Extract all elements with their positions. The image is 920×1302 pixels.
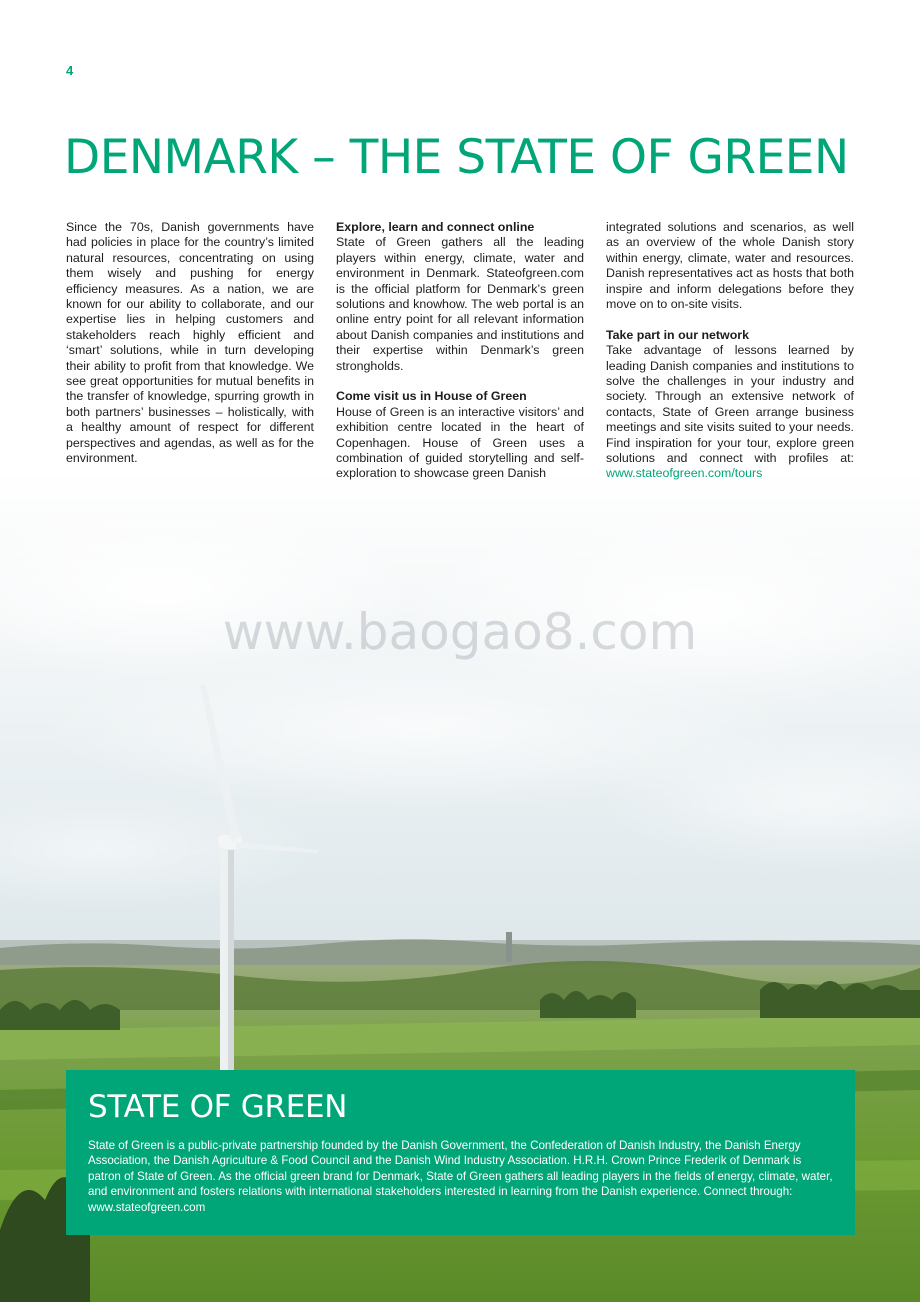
box-title: STATE OF GREEN [88,1089,348,1125]
text-column-3 [606,220,854,482]
box-text: State of Green is a public-private partnership founded by the Danish Government, the Confederation of Danish Industry, the Danish Energy Association, the Danish Agriculture & Food Council and the Danish Wind Industry Association. H.R.H. Crown Prince Frederik of Denmark is patron of State of Green. As the official green brand for Denmark, State of Green gathers all leading players in the fields of energy, climate, water, and environment and fosters relations with international stakeholders interested in learning from the Danish experience. Connect through: www.stateofgreen.com [88,1139,833,1214]
page-number: 4 [66,63,74,78]
tours-link[interactable]: www.stateofgreen.com/tours [606,466,763,481]
watermark: www.baogao8.com [222,603,698,661]
page-title: DENMARK – THE STATE OF GREEN [64,130,849,185]
network-paragraph [606,343,854,482]
house-of-green-paragraph: House of Green is an interactive visitors’ and exhibition centre located in the heart of Copenhagen. House of Green uses a combination of guided storytelling and self-exploration to showcase green Danish [336,404,584,481]
explore-paragraph: State of Green gathers all the leading players within energy, climate, water and environment in Denmark. Stateofgreen.com is the official platform for Denmark’s green solutions and knowhow. The web portal is an online entry point for all relevant information about Danish companies and institutions and their expertise within Denmark’s green strongholds. [336,235,584,373]
network-text: Take advantage of lessons learned by leading Danish companies and institutions to solve the challenges in your industry and society. Through an extensive network of contacts, State of Green arrange business meetings and site visits suited to your needs. Find inspiration for your tour, explore green solutions and connect with profiles at: [606,343,854,466]
intro-paragraph: Since the 70s, Danish governments have had policies in place for the country’s limited natural resources, concentrating on using them wisely and pushing for energy efficiency measures. As a nation, we are known for our ability to collaborate, and our expertise lies in helping customers and stakeholders reach highly efficient and ‘smart’ solutions, while in turn developing their ability to profit from that knowledge. We see great opportunities for mutual benefits in the transfer of knowledge, spurring growth in both partners’ businesses – holistically, with a healthy amount of respect for different perspectives and agendas, as well as for the environment. [66,220,314,466]
state-of-green-box [66,1070,855,1235]
house-of-green-continued: integrated solutions and scenarios, as well as an overview of the whole Danish story within energy, climate, water and resources. Danish representatives act as hosts that both inspire and inform delegations before they move on to on-site visits. [606,220,854,312]
text-column-1 [66,220,314,467]
section-heading-explore: Explore, learn and connect online [336,220,535,234]
section-heading-house-of-green: Come visit us in House of Green [336,389,527,404]
section-heading-network: Take part in our network [606,327,749,342]
text-column-2 [336,220,584,482]
